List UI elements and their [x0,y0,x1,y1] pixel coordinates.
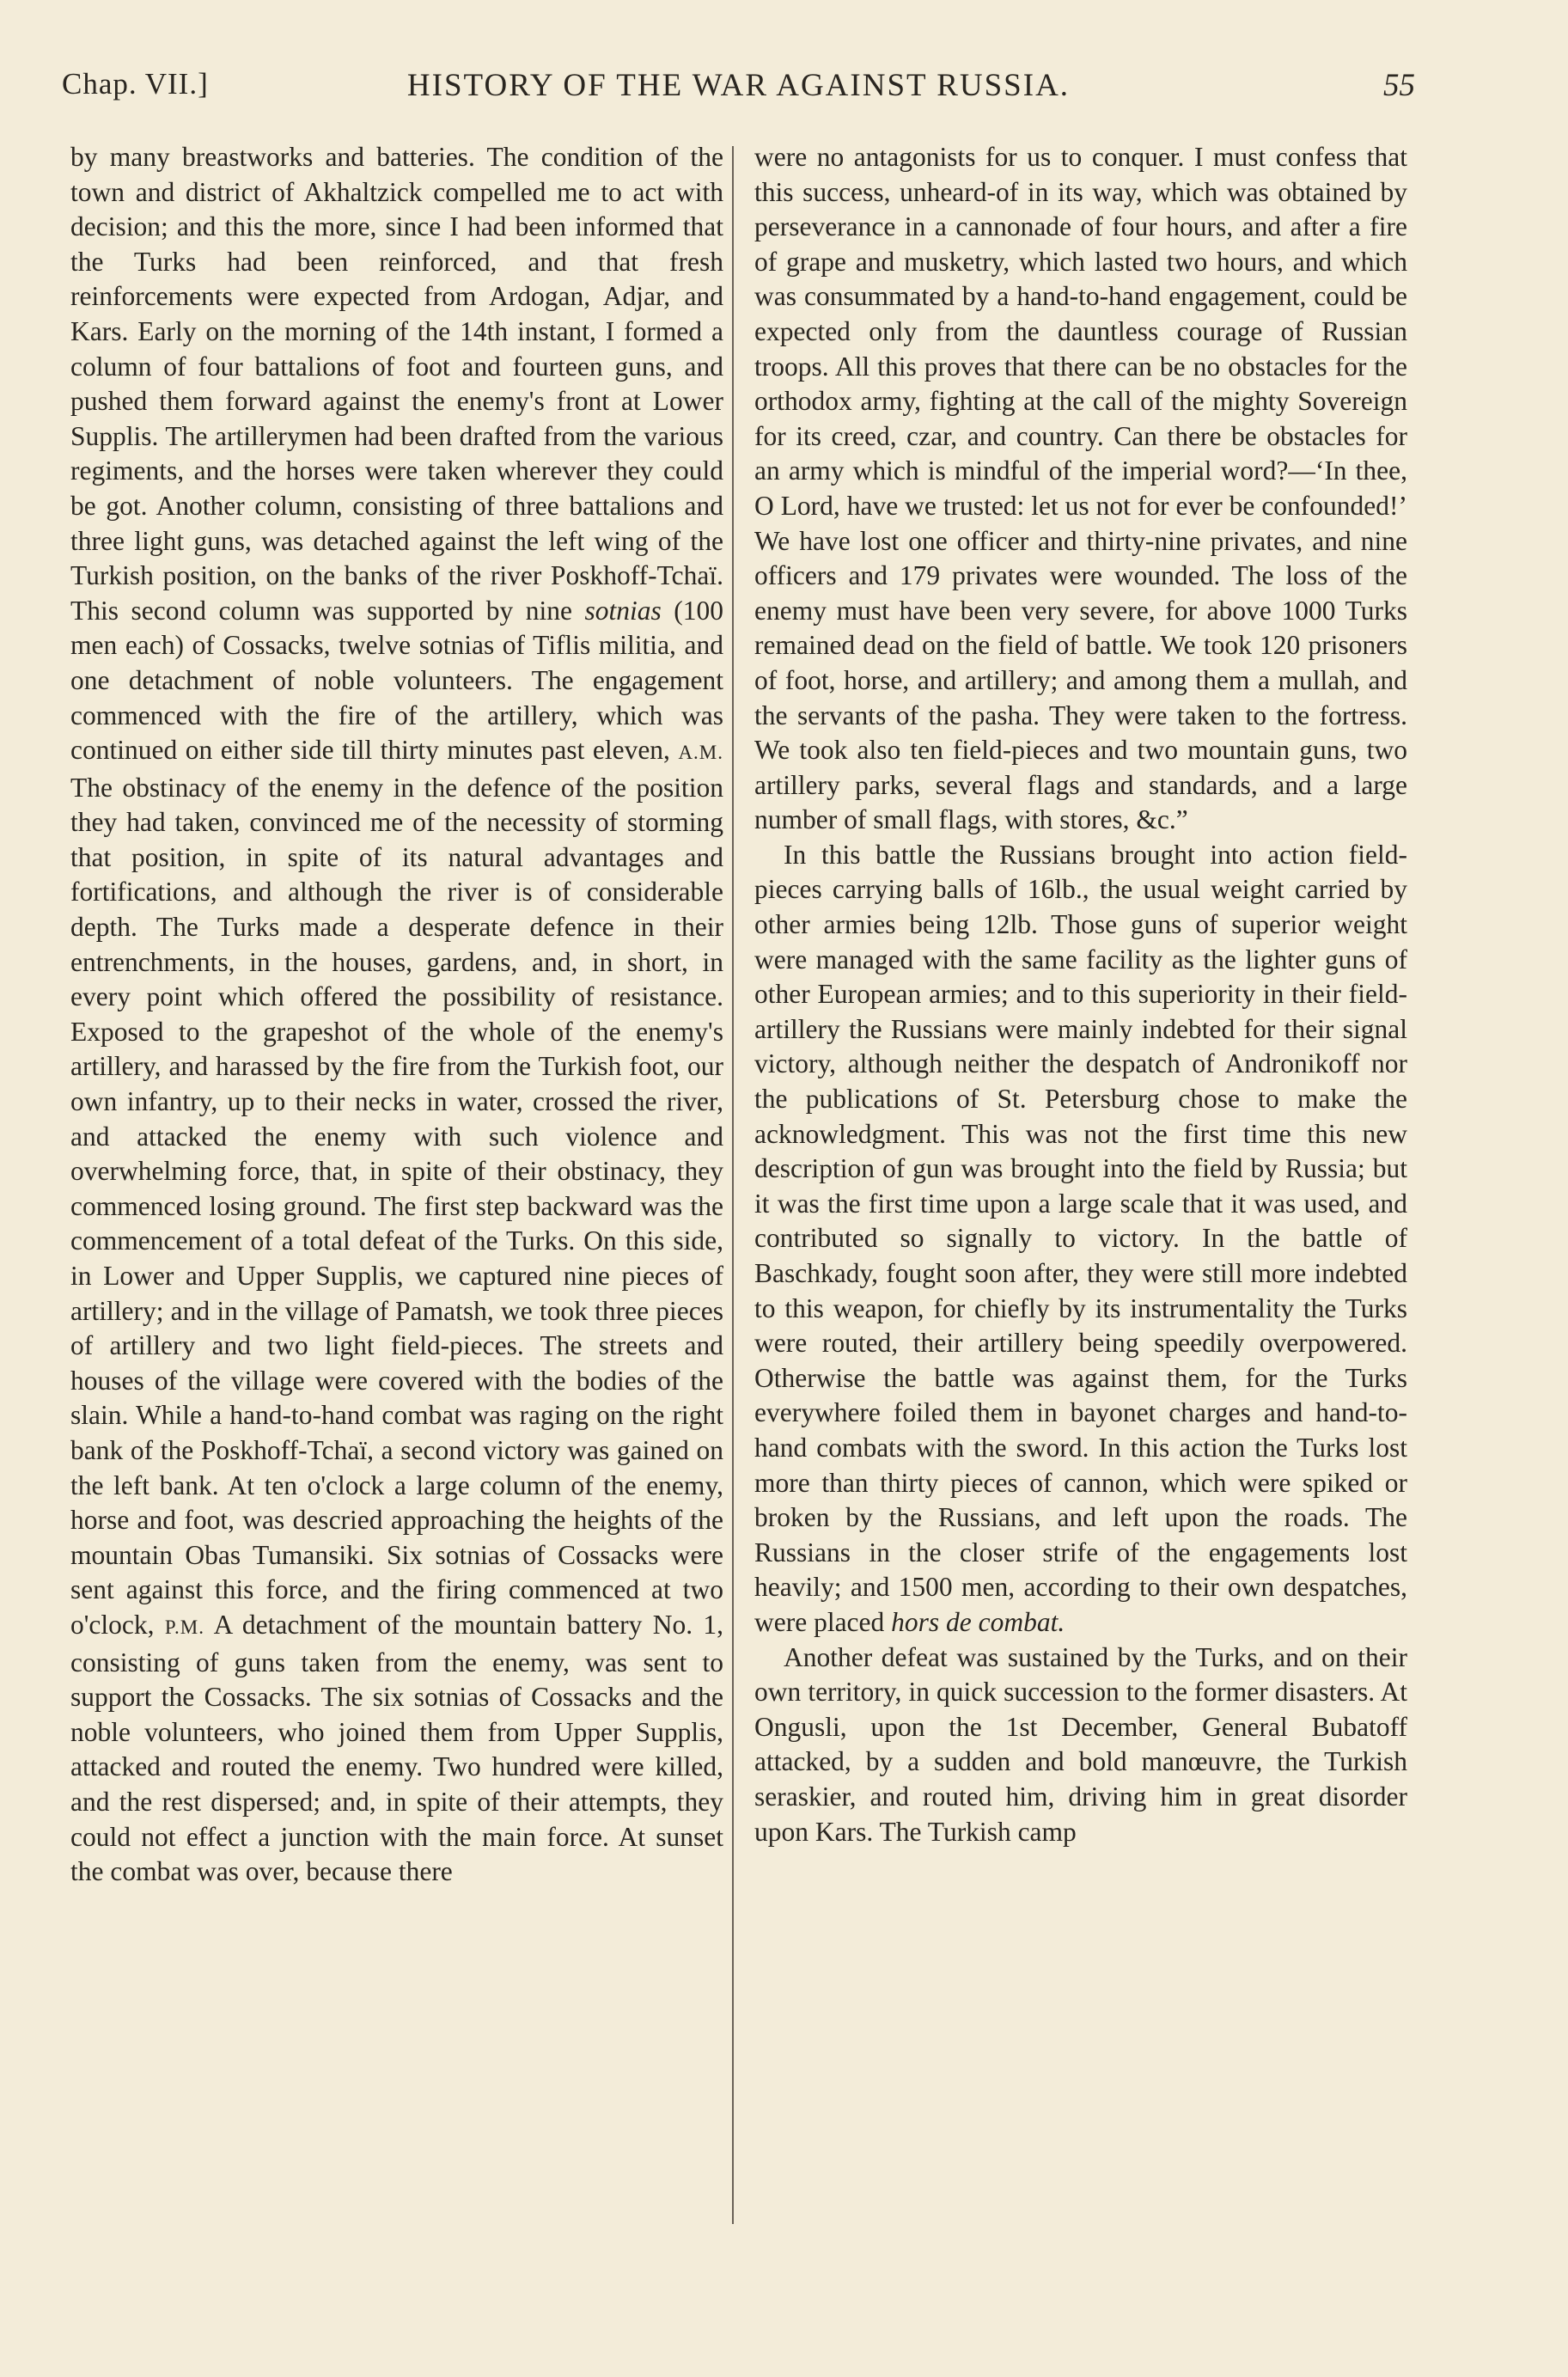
running-head [62,67,1415,119]
italic-term: sotnias [584,595,662,626]
text-run: In this battle the Russians brought into action field-pieces carrying balls of 16lb., the usual weight carried by other armies being 12lb. Those guns of superior weight were managed with the same facility as the lighter guns of other European armies; and to this superiority in their field-artillery the Russians were mainly indebted for their signal victory, although neither the despatch of Andronikoff nor the publications of St. Petersburg chose to make the acknowledgment. This was not the first time this new description of gun was brought into the field by Russia; but it was the first time upon a large scale that it was used, and contributed so signally to victory. In the battle of Baschkady, fought soon after, they were still more indebted to this weapon, for chiefly by its instrumentality the Turks were routed, their artillery being speedily overpowered. Otherwise the battle was against them, for the Turks everywhere foiled them in bayonet charges and hand-to-hand combats with the sword. In this action the Turks lost more than thirty pieces of cannon, which were spiked or broken by the Russians, and left upon the roads. The Russians in the closer strife of the engagements lost heavily; and 1500 men, according to their own despatches, were placed [754,839,1407,1637]
column-divider [732,146,734,2224]
left-column [70,140,723,1890]
right-column [754,140,1407,1849]
text-run: The obstinacy of the enemy in the defence of the position they had taken, convinced me of the necessity of storming that position, in spite of its natural advantages and fortifications, and although the river is of considerable depth. The Turks made a desperate defence in their entrenchments, in the houses, gardens, and, in short, in every point which offered the possibility of resistance. Exposed to the grapeshot of the whole of the enemy's artillery, and harassed by the fire from the Turkish foot, our own infantry, up to their necks in water, crossed the river, and attacked the enemy with such violence and overwhelming force, that, in spite of their obstinacy, they commenced losing ground. The first step backward was the commencement of a total defeat of the Turks. On this side, in Lower and Upper Supplis, we captured nine pieces of artillery; and in the village of Pamatsh, we took three pieces of artillery and two light field-pieces. The streets and houses of the village were covered with the bodies of the slain. While a hand-to-hand combat was raging on the right bank of the Poskhoff-Tchaï, a second victory was gained on the left bank. At ten o'clock a large column of the enemy, horse and foot, was descried approaching the heights of the mountain Obas Tumansiki. Six sotnias of Cossacks were sent against this force, and the firing commenced at two o'clock, [70,772,723,1640]
paragraph [754,838,1407,1641]
text-run: (100 men each) of Cossacks, twelve sotnias of Tiflis militia, and one detachment of noble volunteers. The engagement commenced with the fire of the artillery, which was continued on either side till thirty minutes past eleven, [70,595,723,766]
paragraph [70,140,723,1890]
chapter-label: Chap. VII.] [62,67,209,101]
text-run: by many breastworks and batteries. The condition of the town and district of Akhaltzick compelled me to act with decision; and this the more, since I had been informed that the Turks had been reinforced, and that fresh reinforcements were expected from Ardogan, Adjar, and Kars. Early on the morning of the 14th instant, I formed a column of four battalions of foot and fourteen guns, and pushed them forward against the enemy's front at Lower Supplis. The artillerymen had been drafted from the various regiments, and the horses were taken wherever they could be got. Another column, consisting of three battalions and three light guns, was detached against the left wing of the Turkish position, on the banks of the river Poskhoff-Tchaï. This second column was supported by nine [70,142,723,626]
time-abbrev: A.M. [678,742,723,764]
page-number: 55 [1383,68,1415,103]
italic-phrase: hors de combat. [891,1606,1065,1637]
text-run: A detachment of the mountain battery No. 1, consisting of guns taken from the enemy, was sent to support the Cossacks. The six sotnias of Cossacks and the noble volunteers, who joined them from Upper Supplis, attacked and routed the enemy. Two hundred were killed, and the rest dispersed; and, in spite of their attempts, they could not effect a junction with the main force. At sunset the combat was over, because there [70,1609,723,1887]
paragraph: were no antagonists for us to conquer. I must confess that this success, unheard-of in its way, which was obtained by perseverance in a cannonade of four hours, and after a fire of grape and musketry, which lasted two hours, and which was consummated by a hand-to-hand engagement, could be expected only from the dauntless courage of Russian troops. All this proves that there can be no obstacles for the orthodox army, fighting at the call of the mighty Sovereign for its creed, czar, and country. Can there be obstacles for an army which is mindful of the imperial word?—‘In thee, O Lord, have we trusted: let us not for ever be confounded!’ We have lost one officer and thirty-nine privates, and nine officers and 179 privates were wounded. The loss of the enemy must have been very severe, for above 1000 Turks remained dead on the field of battle. We took 120 prisoners of foot, horse, and artillery; and among them a mullah, and the servants of the pasha. They were taken to the fortress. We took also ten field-pieces and two mountain guns, two artillery parks, several flags and standards, and a large number of small flags, with stores, &c.” [754,142,1407,835]
time-abbrev: P.M. [164,1616,205,1638]
page-title: HISTORY OF THE WAR AGAINST RUSSIA. [406,68,1071,103]
paragraph: Another defeat was sustained by the Turks, and on their own territory, in quick succession to the former disasters. At Ongusli, upon the 1st December, General Bubatoff attacked, by a sudden and bold manœuvre, the Turkish seraskier, and routed him, driving him in great disorder upon Kars. The Turkish camp [754,1641,1407,1847]
